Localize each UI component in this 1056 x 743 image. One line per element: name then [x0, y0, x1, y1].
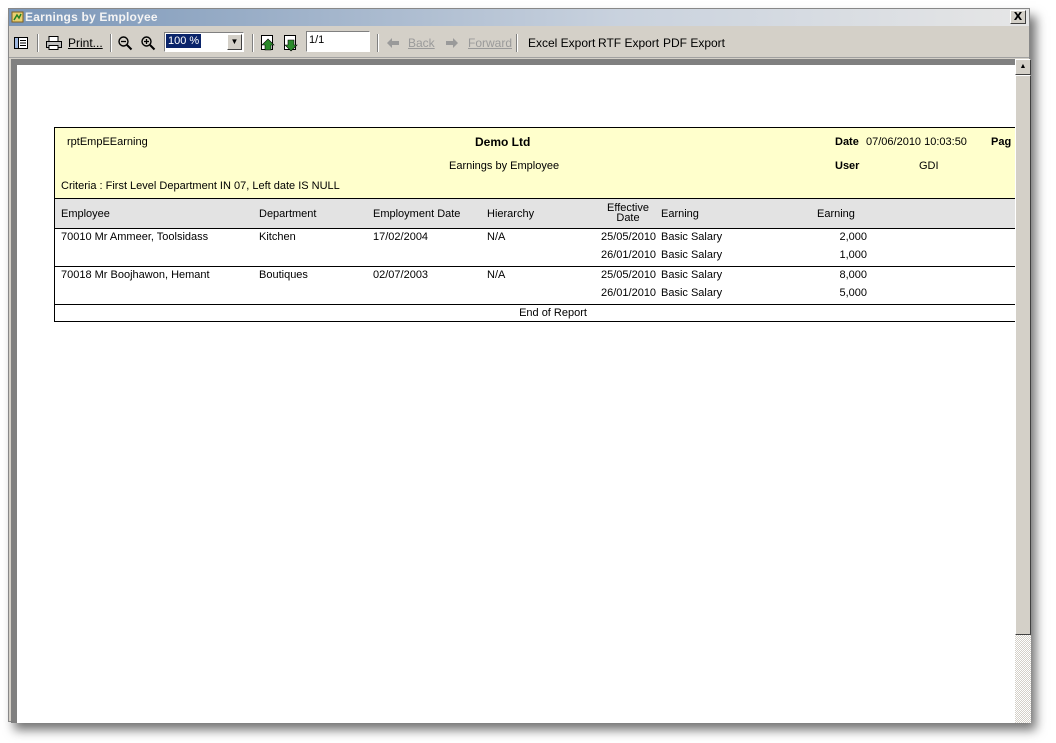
pdf-export-button[interactable]: [663, 33, 725, 53]
chevron-down-icon[interactable]: ▼: [227, 34, 242, 50]
toolbar-separator: [110, 34, 112, 52]
toc-icon: [13, 35, 29, 51]
page-up-icon: [259, 34, 277, 52]
excel-export-button[interactable]: [528, 33, 595, 53]
zoom-select[interactable]: [164, 32, 244, 52]
department: Boutiques: [259, 269, 308, 281]
pdf-export-label: PDF Export: [663, 36, 726, 50]
excel-export-label: Excel Export: [528, 36, 596, 50]
hierarchy: N/A: [487, 269, 506, 281]
next-page-button[interactable]: [282, 33, 300, 53]
vertical-scrollbar[interactable]: [1015, 59, 1031, 723]
date-label: Date: [835, 136, 859, 148]
col-employment-date: Employment Date: [373, 208, 461, 220]
employee-row: [55, 267, 1015, 305]
employee-row: [55, 229, 1015, 267]
effective-date: 26/01/2010: [601, 287, 657, 299]
earning-amount: 5,000: [839, 287, 867, 299]
report-header: [55, 128, 1015, 199]
page-number-input[interactable]: 1/1: [306, 31, 370, 52]
print-button[interactable]: [45, 33, 103, 53]
col-hierarchy: Hierarchy: [487, 208, 535, 220]
scroll-thumb[interactable]: [1015, 75, 1031, 635]
user-value: GDI: [919, 160, 939, 172]
date-value: 07/06/2010 10:03:50: [866, 136, 967, 148]
hierarchy: N/A: [487, 231, 506, 243]
employee-name: 70018 Mr Boojhawon, Hemant: [61, 269, 210, 281]
earning-type: Basic Salary: [661, 231, 723, 243]
toolbar-separator: [252, 34, 254, 52]
report-subtitle: Earnings by Employee: [449, 160, 560, 172]
user-label: User: [835, 160, 860, 172]
zoom-value: 100 %: [168, 35, 200, 47]
effective-date: 26/01/2010: [601, 249, 657, 261]
earning-type: Basic Salary: [661, 249, 723, 261]
zoom-out-icon: [117, 35, 133, 51]
forward-button[interactable]: [445, 33, 512, 53]
col-effective-date: [603, 203, 653, 223]
col-employee: Employee: [61, 208, 110, 220]
scroll-up-icon[interactable]: ▲: [1015, 59, 1031, 75]
report-viewport: [11, 59, 1015, 723]
forward-label: Forward: [468, 36, 513, 50]
report-viewer-window: [8, 8, 1030, 722]
employee-name: 70010 Mr Ammeer, Toolsidass: [61, 231, 209, 243]
back-arrow-icon: [386, 37, 400, 49]
previous-page-button[interactable]: [259, 33, 277, 53]
col-earning: Earning: [661, 208, 699, 220]
scroll-track[interactable]: [1015, 635, 1031, 723]
toolbar: [9, 28, 1029, 58]
department: Kitchen: [259, 231, 296, 243]
back-label: Back: [408, 36, 435, 50]
print-icon: [45, 35, 63, 51]
close-button[interactable]: X: [1010, 10, 1026, 24]
report-page: [17, 65, 1015, 723]
toolbar-separator: [37, 34, 39, 52]
col-earning-amount: Earning: [817, 208, 855, 220]
toc-button[interactable]: [13, 33, 29, 53]
window-title: Earnings by Employee: [25, 10, 158, 24]
report-name: rptEmpEEarning: [67, 136, 148, 148]
toolbar-separator: [377, 34, 379, 52]
back-button[interactable]: [386, 33, 435, 53]
earning-amount: 1,000: [839, 249, 867, 261]
report-table: [54, 127, 1015, 322]
employment-date: 02/07/2003: [373, 269, 429, 281]
app-icon: [11, 10, 25, 24]
zoom-out-button[interactable]: [117, 33, 133, 53]
zoom-in-button[interactable]: [140, 33, 156, 53]
report-criteria: Criteria : First Level Department IN 07, Left date IS NULL: [61, 180, 340, 192]
title-bar: [9, 9, 1029, 26]
effective-date: 25/05/2010: [601, 231, 657, 243]
end-of-report-text: End of Report: [519, 307, 587, 319]
col-effective-date-line2: Date: [616, 212, 640, 224]
page-down-icon: [282, 34, 300, 52]
earning-amount: 8,000: [839, 269, 867, 281]
earning-amount: 2,000: [839, 231, 867, 243]
earning-type: Basic Salary: [661, 287, 723, 299]
employment-date: 17/02/2004: [373, 231, 429, 243]
column-header-row: [55, 199, 1015, 229]
rtf-export-label: RTF Export: [598, 36, 660, 50]
col-effective-date-line1: Effective: [607, 202, 649, 214]
earning-type: Basic Salary: [661, 269, 723, 281]
toolbar-separator: [516, 34, 518, 52]
print-label: Print...: [68, 36, 103, 50]
effective-date: 25/05/2010: [601, 269, 657, 281]
forward-arrow-icon: [445, 37, 459, 49]
col-department: Department: [259, 208, 317, 220]
report-footer: [55, 305, 1015, 322]
page-label: Pag: [991, 136, 1012, 148]
rtf-export-button[interactable]: [598, 33, 659, 53]
company-name: Demo Ltd: [475, 135, 531, 149]
zoom-in-icon: [140, 35, 156, 51]
